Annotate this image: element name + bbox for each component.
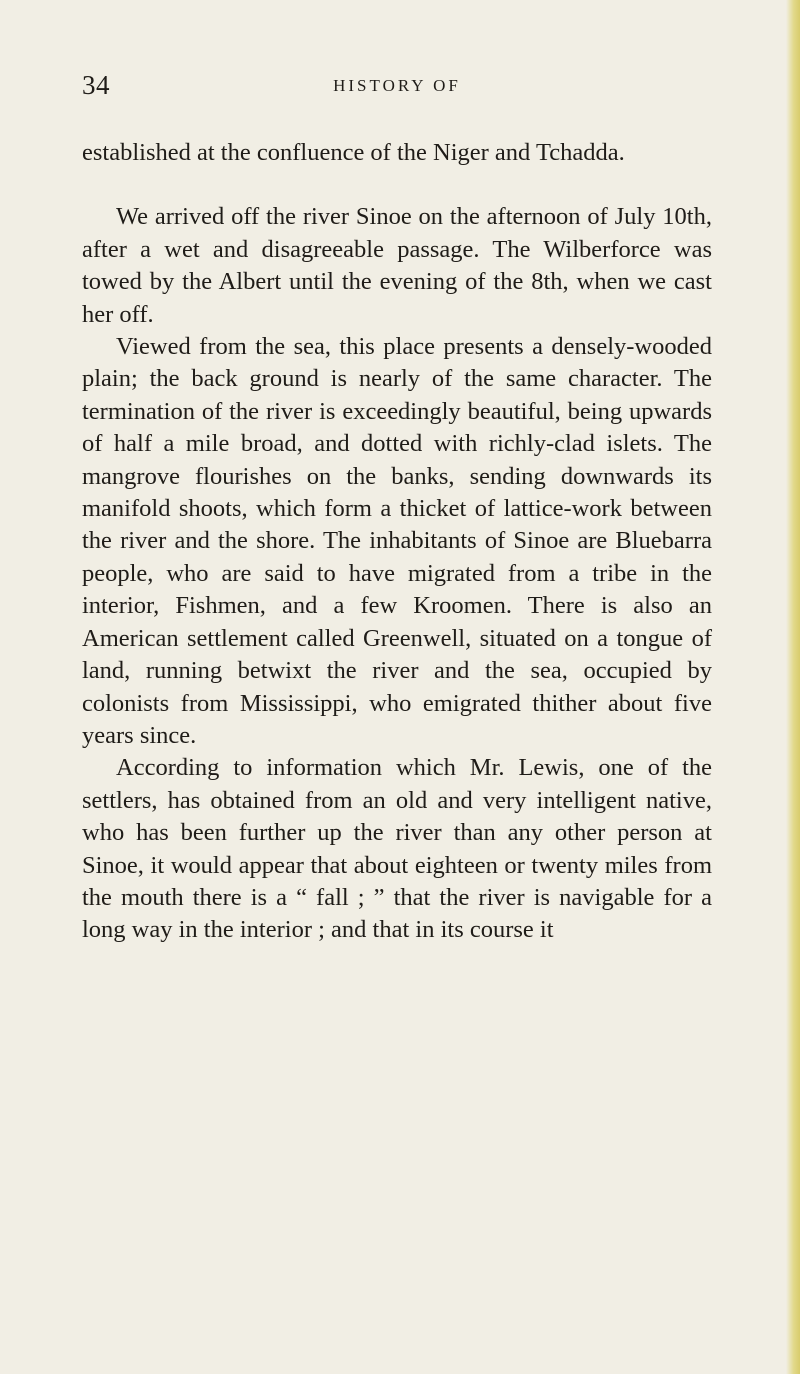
- page-edge: [786, 0, 800, 1374]
- running-title: HISTORY OF: [333, 76, 461, 95]
- paragraph-lewis-account: According to information which Mr. Lewis, one of the settlers, has obtained from an old and very intelligent native, who has been further up the river than any other person at Sinoe, it would appear that about eighteen or twenty miles from the mouth there is a “ fall ; ” that the river is navigable for a long way in the interior ; and that in its course it: [82, 754, 712, 944]
- paragraph-sinoe-description: Viewed from the sea, this place presents a densely-wooded plain; the back ground is nearly of the same character. The termination of the river is exceedingly beautiful, being upwards of half a mile broad, and dotted with richly-clad islets. The mangrove flourishes on the banks, sending downwards its manifold shoots, which form a thicket of lattice-work between the river and the shore. The inhabitants of Sinoe are Bluebarra people, who are said to have migrated from a tribe in the interior, Fishmen, and a few Kroomen. There is also an American settlement called Greenwell, situated on a tongue of land, running betwixt the river and the sea, occupied by colonists from Mississippi, who emigrated thither about five years since.: [82, 333, 712, 749]
- body-text: [82, 137, 712, 947]
- paragraph-continued: established at the confluence of the Niger and Tchadda.: [82, 139, 625, 166]
- page-number: 34: [82, 70, 110, 100]
- page-header: [82, 70, 712, 110]
- paragraph-arrival: We arrived off the river Sinoe on the afternoon of July 10th, after a wet and disagreeable passage. The Wilberforce was towed by the Albert until the evening of the 8th, when we cast her off.: [82, 203, 712, 328]
